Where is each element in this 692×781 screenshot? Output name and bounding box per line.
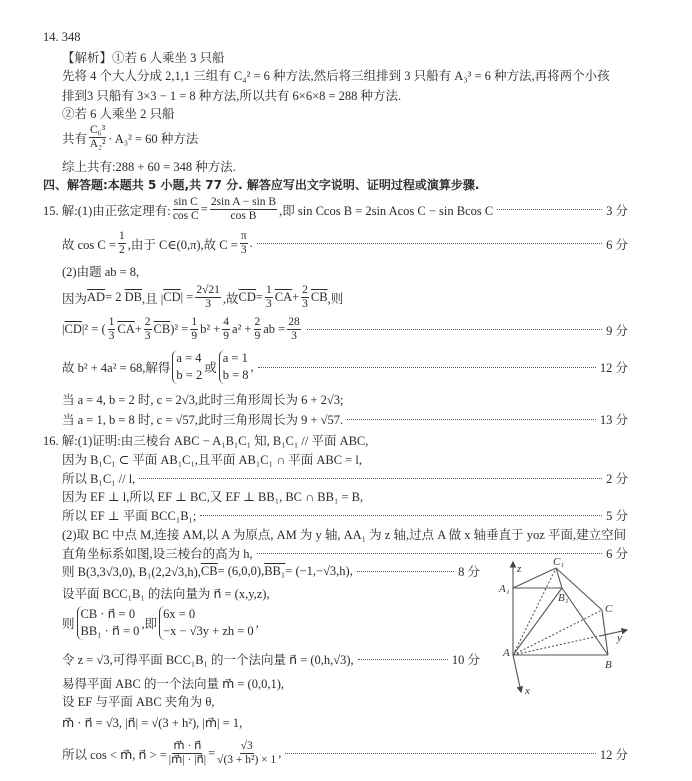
text: ,即 <box>141 617 158 631</box>
equation: a = 1 <box>222 351 248 365</box>
vector: $\overline{CD}$ <box>64 322 82 336</box>
text: 故 cos C = <box>62 237 116 252</box>
vector: BB₁ <box>264 563 286 578</box>
denominator: 9 <box>254 330 261 342</box>
text: 当 a = 4, b = 2 时, c = 2√3,此时三角形周长为 6 + 2√3; <box>62 393 344 407</box>
score: 8 分 <box>458 565 480 579</box>
label-c1: C₁ <box>553 556 565 568</box>
numerator: 1 <box>265 284 272 296</box>
text: 因为 B₁C₁ ⊂ 平面 AB₁C₁,且平面 AB₁C₁ ∩ 平面 ABC = l, <box>62 453 362 467</box>
score: 9 分 <box>606 323 628 338</box>
text: 所以 B₁C₁ // l, <box>62 472 136 486</box>
text: ,则 <box>327 291 344 306</box>
text: 设平面 BCC₁B₁ 的法向量为 n⃗ = (x,y,z), <box>62 587 270 601</box>
numerator: 1 <box>108 316 115 328</box>
text: ,由于 C∈(0,π),故 C = <box>127 237 238 252</box>
text: = <box>255 290 263 304</box>
denominator: 9 <box>191 330 198 342</box>
denominator: 3 <box>291 330 297 342</box>
text: 因为 <box>62 291 88 306</box>
numerator: 2 <box>302 284 308 296</box>
equation: b = 2 <box>176 368 203 382</box>
numerator: 1 <box>191 316 198 328</box>
text: a² + <box>232 322 252 336</box>
text: 先将 4 个大人分成 2,1,1 三组有 C₄² = 6 种方法,然后将三组排到 3 只船有 A₃³ = 6 种方法,再将两个小孩 <box>62 69 610 83</box>
equation: 6x = 0 <box>163 607 196 621</box>
text: 当 a = 1, b = 8 时, c = √57,此时三角形周长为 9 + √57. <box>62 413 344 427</box>
equation: BB₁ · n⃗ = 0 <box>80 624 140 638</box>
score: 6 分 <box>606 237 628 252</box>
denominator: 2 <box>118 244 125 256</box>
denominator: A₂² <box>89 138 106 150</box>
denominator: 3 <box>108 330 115 342</box>
score: 12 分 <box>599 361 628 375</box>
edge-b1b <box>562 588 608 655</box>
text: 16. 解:(1)证明:由三棱台 ABC − A₁B₁C₁ 知, B₁C₁ // 平面 ABC, <box>43 434 369 448</box>
denominator: cos C <box>172 210 199 222</box>
score: 13 分 <box>599 413 628 427</box>
denominator: 3 <box>302 298 308 310</box>
denominator: √(3 + h²) × 1 <box>217 754 277 766</box>
vector: $\overline{DB}$ <box>124 290 143 304</box>
text: 15. 解:(1)由正弦定理有: <box>43 203 171 218</box>
numerator: m⃗ · n⃗ <box>173 740 202 752</box>
numerator: sin C <box>173 196 198 208</box>
text: = <box>200 202 208 216</box>
label-y: y <box>617 632 622 644</box>
denominator: 3 <box>240 244 247 256</box>
text: | = <box>180 290 194 304</box>
denominator: 3 <box>265 298 272 310</box>
text: · A₃² = 60 种方法 <box>108 131 199 146</box>
text: 设 EF 与平面 ABC 夹角为 θ, <box>62 695 215 709</box>
text: (2)取 BC 中点 M,连接 AM,以 A 为原点, AM 为 y 轴, AA₁ 为 z 轴,过点 A 做 x 轴垂直于 yoz 平面,建立空间 <box>62 528 627 542</box>
label-b1: B₁ <box>558 592 569 604</box>
heading-text: 四、解答题:本题共 5 小题,共 77 分. 解答应写出文字说明、证明过程或演算步骤. <box>43 178 480 192</box>
numerator: 4 <box>223 316 230 328</box>
text: 令 z = √3,可得平面 BCC₁B₁ 的一个法向量 n⃗ = (0,h,√3), <box>62 653 354 667</box>
text: b² + <box>200 322 221 336</box>
vector: $\overline{CB}$ <box>153 322 171 336</box>
numerator: √3 <box>240 740 253 752</box>
text: 综上共有:288 + 60 = 348 种方法. <box>62 160 236 174</box>
score: 3 分 <box>606 203 628 218</box>
label-x: x <box>525 685 530 697</box>
edge-ac1 <box>513 568 556 655</box>
text: . <box>249 236 253 250</box>
edge-ab1 <box>513 588 562 655</box>
denominator: |m⃗| · |n⃗| <box>168 754 207 766</box>
text: 则 <box>62 617 75 631</box>
label-a: A <box>503 647 510 659</box>
text: 易得平面 ABC 的一个法向量 m⃗ = (0,0,1), <box>62 677 285 691</box>
vector: $\overline{AD}$ <box>87 290 106 304</box>
text: 因为 EF ⊥ l,所以 EF ⊥ BC,又 EF ⊥ BB₁, BC ∩ BB₁ = B, <box>62 490 364 504</box>
q14-number: 14. 348 <box>43 30 81 44</box>
numerator: 2 <box>144 316 151 328</box>
numerator: 1 <box>118 230 125 242</box>
text: 共有 <box>62 131 88 146</box>
text: ,故 <box>222 291 239 306</box>
text: , <box>278 746 282 760</box>
text: 直角坐标系如图,设三棱台的高为 h, <box>62 547 253 561</box>
text: = <box>208 746 216 760</box>
score: 6 分 <box>606 547 628 561</box>
vector: $\overline{CB}$ <box>200 563 218 578</box>
vector: $\overline{CA}$ <box>274 290 293 304</box>
text: ②若 6 人乘坐 2 只船 <box>62 107 175 121</box>
text: | <box>62 322 65 336</box>
text: 【解析】①若 6 人乘坐 3 只船 <box>62 51 225 65</box>
numerator: 2√21 <box>196 284 220 296</box>
denominator: 9 <box>223 330 230 342</box>
score: 12 分 <box>599 747 628 762</box>
score: 2 分 <box>606 472 628 486</box>
text: = (6,0,0), <box>217 563 265 578</box>
equation: a = 4 <box>176 351 202 365</box>
text: ,且 | <box>142 291 164 306</box>
text: + <box>134 322 142 336</box>
text: )² = <box>170 322 189 336</box>
vector: $\overline{CD}$ <box>163 290 181 304</box>
equation: −x − √3y + zh = 0 <box>163 624 254 638</box>
text: 所以 EF ⊥ 平面 BCC₁B₁; <box>62 509 197 523</box>
label-c: C <box>605 603 613 615</box>
numerator: 2 <box>254 316 261 328</box>
label-b: B <box>605 659 612 671</box>
text: 或 <box>204 361 217 375</box>
label-z: z <box>517 563 522 575</box>
numerator: C₆³ <box>90 124 106 136</box>
y-axis <box>600 630 627 636</box>
text: , <box>255 615 259 630</box>
text: = (−1,−√3,h), <box>285 563 353 578</box>
text: 则 B(3,3√3,0), B₁(2,2√3,h), <box>62 565 201 579</box>
text: + <box>292 290 300 304</box>
text: 所以 cos < m⃗, n⃗ > = <box>62 747 167 762</box>
text: ,即 sin Ccos B = 2sin Acos C − sin Bcos C <box>279 203 494 218</box>
vector: $\overline{CB}$ <box>310 290 328 304</box>
score: 10 分 <box>451 653 480 667</box>
numerator: π <box>240 230 247 242</box>
label-a1: A₁ <box>499 583 510 595</box>
text: (2)由题 ab = 8, <box>62 265 140 279</box>
numerator: 2sin A − sin B <box>210 196 277 208</box>
text: , <box>250 359 254 374</box>
x-axis <box>513 655 521 692</box>
text: m⃗ · n⃗ = √3, |n⃗| = √(3 + h²), |m⃗| = 1, <box>62 716 243 730</box>
numerator: 28 <box>288 316 300 328</box>
vector: $\overline{CD}$ <box>238 290 256 304</box>
text: ab = <box>263 322 286 336</box>
text: 故 b² + 4a² = 68,解得 <box>62 361 171 375</box>
denominator: 3 <box>144 330 151 342</box>
text: 排到3 只船有 3×3 − 1 = 8 种方法,所以共有 6×6×8 = 288 种方法. <box>62 89 402 103</box>
denominator: cos B <box>230 210 257 222</box>
equation: b = 8 <box>222 368 249 382</box>
text: |² = ( <box>81 322 106 336</box>
score: 5 分 <box>606 509 628 523</box>
equation: CB · n⃗ = 0 <box>80 607 136 621</box>
text: = 2 <box>105 290 122 304</box>
edge-ac <box>513 610 602 655</box>
vector: $\overline{CA}$ <box>117 322 135 336</box>
denominator: 3 <box>205 298 211 310</box>
